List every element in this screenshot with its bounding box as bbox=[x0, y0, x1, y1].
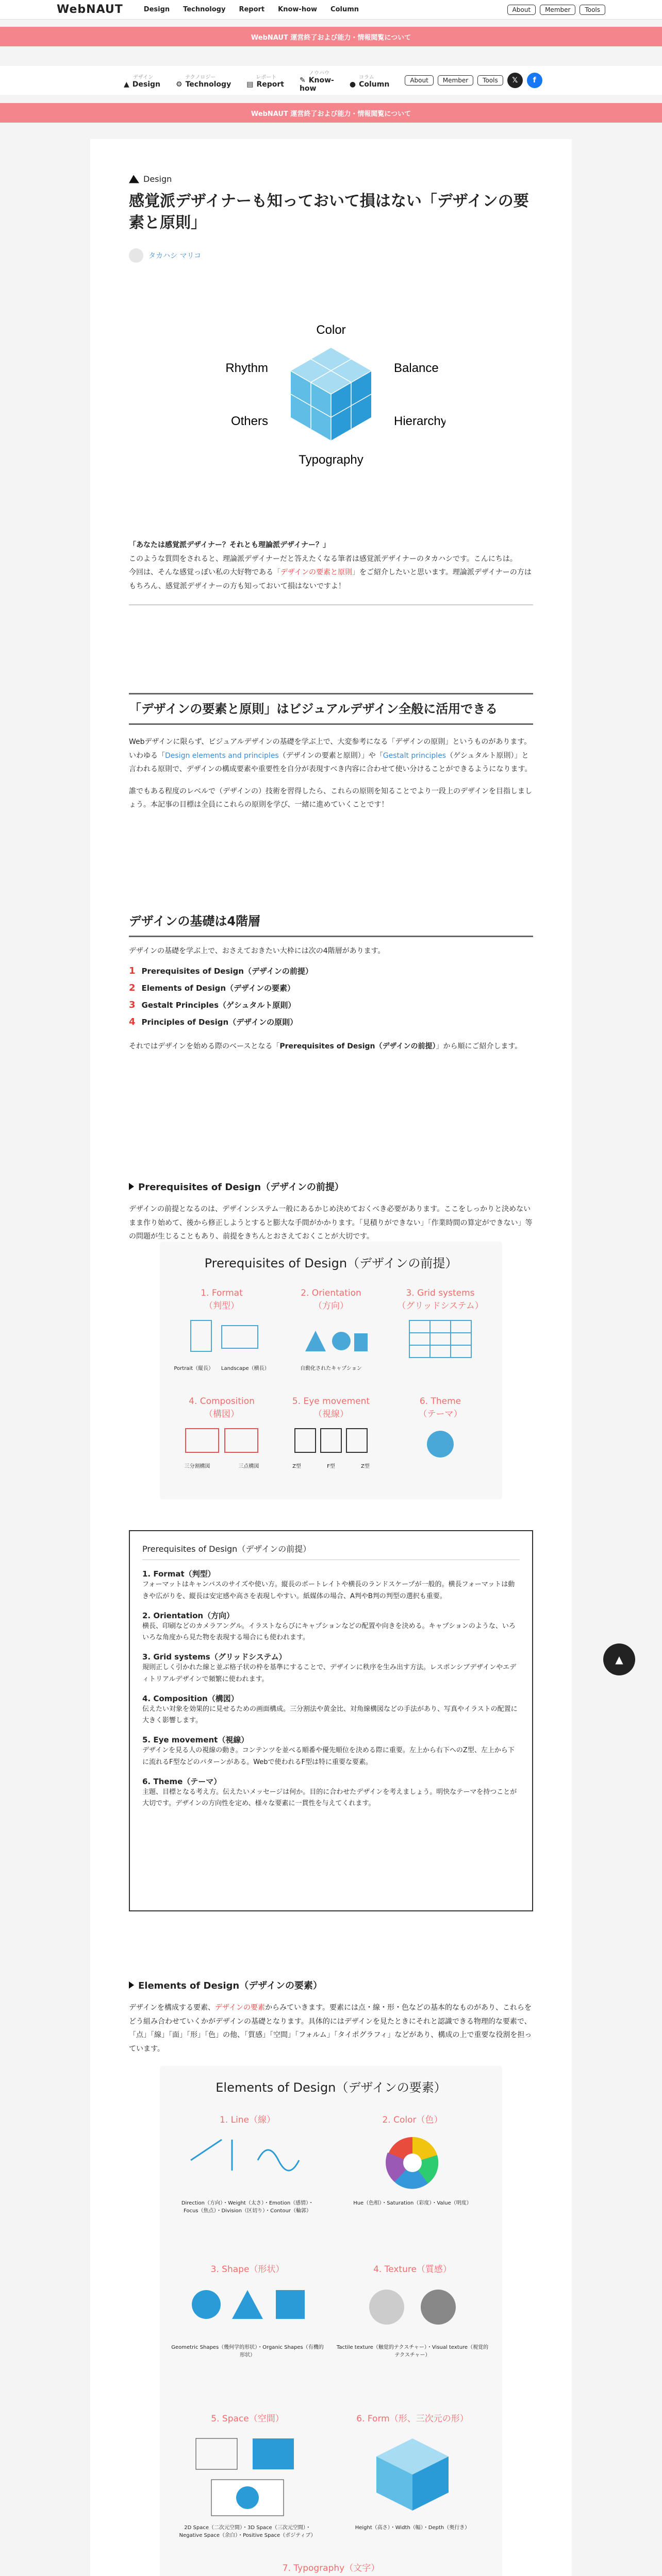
text-part: からみていきます。要素には点・線・形・色などの基本的なものがあり、これらをどう組み合わせていくかがデザインの基礎となります。具体的にはデザインを見たときにそれと認識できる物理的な要素で、「点」「線」「面」「形」「色」の他、「質感」「空間」「フォルム」「タイポグラフィ」などがあり、構成の上で重要な役割を担っています。 bbox=[129, 2004, 532, 2053]
cell-sub: Tactile texture（触覚的テクスチャー）・Visual texture（視覚的テクスチャー） bbox=[336, 2345, 489, 2358]
cell-sub: Direction（方向）・Weight（太さ）・Emotion（感情）・Focus（焦点）・Division（区切り）・Contour（輪郭） bbox=[181, 2200, 314, 2214]
intro-text-2 bbox=[129, 566, 533, 593]
section-heading: Elements of Design（デザインの要素） bbox=[129, 1978, 533, 1992]
color-wheel-icon bbox=[345, 2129, 479, 2196]
box-item-title: 2. Orientation（方向） bbox=[142, 1611, 235, 1620]
cell-note: 三分割構図 bbox=[184, 1464, 210, 1469]
list-text: Prerequisites of Design（デザインの前提） bbox=[141, 966, 313, 976]
figure-cell-shape bbox=[170, 2262, 325, 2358]
divider bbox=[129, 693, 533, 694]
cell-sub: Height（高さ）・Width（幅）・Depth（奥行き） bbox=[355, 2525, 470, 2531]
box-item-title: 1. Format（判型） bbox=[142, 1569, 216, 1579]
nav-label: Know-how bbox=[299, 76, 334, 93]
hero-hierarchy: Hierarchy bbox=[394, 414, 445, 428]
cell-note: Landscape（横長） bbox=[221, 1366, 270, 1371]
intro-question: 「あなたは感覚派デザイナー？それとも理論派デザイナー？」 bbox=[129, 541, 330, 549]
cell-note: F型 bbox=[327, 1464, 335, 1469]
cell-label: 6. Form（形、三次元の形） bbox=[356, 2414, 469, 2424]
grid-icon bbox=[399, 1315, 482, 1362]
box-item-text: 主題、目標となる考え方。伝えたいメッセージは何か。目的に合わせたデザインを考えましょう。明快なテーマを持つことが大切です。デザインの方向性を定め、様々な要素に一貫性を与えてくれます。 bbox=[142, 1788, 517, 1808]
nav-label: Report bbox=[256, 80, 284, 89]
document-icon: ▤ bbox=[246, 80, 254, 89]
cell-label: 7. Typography（文字） bbox=[282, 2563, 380, 2573]
text-bold: Prerequisites of Design（デザインの前提） bbox=[279, 1042, 436, 1050]
list-item bbox=[129, 1016, 533, 1027]
top-nav-knowhow[interactable]: Know-how bbox=[278, 6, 318, 13]
divider bbox=[129, 936, 533, 937]
divider bbox=[129, 723, 533, 725]
category[interactable] bbox=[129, 174, 172, 184]
hero-others: Others bbox=[230, 414, 268, 428]
column-icon: ● bbox=[349, 80, 356, 89]
composition-icon bbox=[180, 1423, 263, 1460]
intro bbox=[129, 538, 533, 611]
facebook-icon[interactable]: f bbox=[527, 73, 542, 88]
nav-sub: レポート bbox=[256, 74, 277, 80]
list-number: 3 bbox=[129, 999, 136, 1010]
text-part: それではデザインを始める際のベースとなる「 bbox=[129, 1042, 280, 1050]
figure-cell-typography bbox=[211, 2561, 451, 2576]
nav-sub: テクノロジー bbox=[185, 74, 216, 80]
about-button[interactable]: About bbox=[507, 5, 536, 15]
text-part: Webデザインに限らず、ビジュアルデザインの基礎を学ぶ上で、大変参考になる「デザインの原則」というものがあります。いわゆる「 bbox=[129, 738, 532, 760]
hero-color: Color bbox=[316, 323, 346, 337]
list-text: Gestalt Principles（ゲシュタルト原則） bbox=[141, 1000, 296, 1010]
tools-button[interactable]: Tools bbox=[580, 5, 605, 15]
prerequisites-box bbox=[129, 1530, 533, 1911]
eye-movement-icon bbox=[290, 1423, 372, 1460]
box-item bbox=[142, 1568, 520, 1603]
list-text: Principles of Design（デザインの原則） bbox=[141, 1017, 298, 1027]
notice-banner-2[interactable]: WebNAUT 運営終了および能力・情報閲覧について bbox=[0, 103, 662, 123]
section-4 bbox=[129, 1978, 533, 2056]
text-part: （デザインの要素と原則）」や「 bbox=[278, 751, 383, 760]
author[interactable] bbox=[129, 248, 201, 263]
box-item bbox=[142, 1734, 520, 1769]
cell-sub: 2D Space（二次元空間）・3D Space（三次元空間）・Negative Space（余白）・Positive Space（ポジティブ） bbox=[179, 2525, 316, 2538]
text-part: 」から順にご紹介します。 bbox=[436, 1042, 522, 1050]
text-part: デザインを構成する要素、 bbox=[129, 2004, 216, 2012]
tools-button[interactable]: Tools bbox=[477, 75, 503, 86]
figure-cell-color bbox=[335, 2112, 490, 2206]
cell-label: 5. Eye movement bbox=[292, 1396, 370, 1406]
figure-cell-orientation bbox=[279, 1288, 383, 1371]
section-text bbox=[129, 2001, 533, 2056]
cell-note: 自動化されたキャプション bbox=[300, 1366, 362, 1371]
section-text: 誰でもある程度のレベルで（デザインの）技術を習得したら、これらの原則を知ることでより一段上のデザインを目指しましょう。本記事の目標は全員にこれらの原則を学び、一緒に進めていくことです！ bbox=[129, 787, 533, 809]
figure-cell-theme bbox=[389, 1396, 492, 1467]
cell-note: Z型 bbox=[361, 1464, 370, 1469]
link-design-elements[interactable]: Design elements and principles bbox=[165, 751, 279, 760]
article-title: 感覚派デザイナーも知っておいて損はない「デザインの要素と原則」 bbox=[129, 192, 529, 232]
intro-text: このような質問をされると、理論派デザイナーだと答えたくなる筆者は感覚派デザイナーのタカハシです。こんにちは。 bbox=[129, 554, 517, 563]
form-icon bbox=[345, 2428, 479, 2521]
cell-sub: （視線） bbox=[313, 1409, 349, 1419]
member-button[interactable]: Member bbox=[438, 75, 473, 86]
top-nav bbox=[144, 6, 359, 13]
shape-icon bbox=[180, 2279, 315, 2341]
nav-label: Technology bbox=[185, 80, 231, 89]
list-item bbox=[129, 982, 533, 993]
nav-sub: ノウハウ bbox=[308, 70, 329, 76]
figure-title: Prerequisites of Design（デザインの前提） bbox=[204, 1256, 458, 1270]
box-item-title: 5. Eye movement（視線） bbox=[142, 1735, 249, 1744]
cell-label: 1. Line（線） bbox=[219, 2115, 276, 2125]
hero-rhythm: Rhythm bbox=[225, 361, 268, 375]
top-nav-report[interactable]: Report bbox=[239, 6, 265, 13]
box-heading: Prerequisites of Design（デザインの前提） bbox=[142, 1543, 520, 1560]
design-icon bbox=[129, 175, 139, 183]
nav-knowhow[interactable] bbox=[300, 69, 334, 93]
list-number: 4 bbox=[129, 1016, 136, 1027]
box-item bbox=[142, 1776, 520, 1810]
member-button[interactable]: Member bbox=[540, 5, 575, 15]
box-item-title: 3. Grid systems（グリッドシステム） bbox=[142, 1652, 287, 1662]
list-item bbox=[129, 965, 533, 976]
section-2 bbox=[129, 912, 533, 1053]
gear-icon: ⚙ bbox=[176, 80, 183, 89]
cell-sub: Hue（色相）・Saturation（彩度）・Value（明度） bbox=[353, 2200, 472, 2206]
list-item bbox=[129, 999, 533, 1010]
nav-design[interactable] bbox=[124, 73, 160, 89]
intro-highlight: 「デザインの要素と原則」 bbox=[273, 568, 360, 577]
cell-label: 2. Color（色） bbox=[382, 2115, 443, 2125]
section-heading: デザインの基礎は4階層 bbox=[129, 914, 261, 928]
cell-note: 三点構図 bbox=[238, 1464, 259, 1469]
space-icon bbox=[180, 2428, 315, 2521]
box-item-text: 伝えたい対象を効果的に見せるための画面構成。三分割法や黄金比、対角線構図などの手法があり、写真やイラストの配置に大きく影響します。 bbox=[142, 1705, 518, 1725]
main-nav bbox=[0, 66, 662, 95]
principle-list bbox=[129, 965, 533, 1027]
figure-title: Elements of Design（デザインの要素） bbox=[216, 2080, 446, 2095]
cell-note: Portrait（縦長） bbox=[174, 1366, 214, 1371]
cell-sub: （テーマ） bbox=[418, 1409, 462, 1419]
article-card bbox=[90, 139, 572, 2576]
section-text: デザインの前提となるのは、デザインシステム一般にあるかじめ決めておくべき必要があります。ここをしっかりと決めないまま作り始めて、後から修正しようとすると膨大な手間がかかります。「見積りができない」「作業時間の算定ができない」等の問題が生じることもあり、前提をきちんとおさえておくことが大切です。 bbox=[129, 1205, 533, 1241]
orientation-icon bbox=[290, 1315, 372, 1362]
section-1 bbox=[129, 688, 533, 812]
cell-sub: （方向） bbox=[313, 1301, 349, 1311]
author-name: タカハシ マリコ bbox=[148, 252, 202, 260]
cell-sub: Geometric Shapes（幾何学的形状）・Organic Shapes（有機的形状） bbox=[171, 2345, 324, 2358]
box-item bbox=[142, 1693, 520, 1727]
about-button[interactable]: About bbox=[405, 75, 433, 86]
cell-label: 2. Orientation bbox=[301, 1288, 361, 1298]
x-icon[interactable]: 𝕏 bbox=[507, 73, 523, 88]
section-text bbox=[129, 1040, 533, 1054]
figure-cell-space bbox=[170, 2411, 325, 2538]
figure-cell-composition bbox=[170, 1396, 273, 1469]
section-text: デザインの基礎を学ぶ上で、おさえておきたい大枠には次の4階層があります。 bbox=[129, 947, 385, 955]
cell-label: 1. Format bbox=[201, 1288, 243, 1298]
figure-cell-eye bbox=[279, 1396, 383, 1469]
list-number: 1 bbox=[129, 965, 136, 976]
top-bar bbox=[0, 0, 662, 20]
figure-cell-grid bbox=[389, 1288, 492, 1364]
box-item bbox=[142, 1651, 520, 1686]
figure-cell-format bbox=[170, 1288, 273, 1371]
nav-label: Design bbox=[132, 80, 161, 89]
hero-illustration bbox=[217, 309, 445, 495]
box-item-text: 規則正しく引かれた線と並ぶ格子状の枠を基準にすることで、デザインに秩序を生み出す方法。レスポンシブデザインやエディトリアルデザインで頻繁に使われます。 bbox=[142, 1664, 517, 1683]
nav-sub: コラム bbox=[358, 74, 374, 80]
cell-label: 4. Composition bbox=[189, 1396, 255, 1406]
box-item-text: 横長、印刷などのカメラアングル。イラストならびにキャプションなどの配置や向きを決める。キャプションのような、いろいろな角度から見た物を表現する場合にも使われます。 bbox=[142, 1622, 516, 1642]
nav-column[interactable] bbox=[350, 73, 389, 89]
hero-typography: Typography bbox=[299, 453, 363, 467]
link-gestalt[interactable]: Gestalt principles bbox=[383, 751, 446, 760]
texture-icon bbox=[345, 2279, 479, 2341]
box-item bbox=[142, 1610, 520, 1645]
nav-sub: デザイン bbox=[133, 74, 154, 80]
cell-sub: （判型） bbox=[204, 1301, 239, 1311]
notice-banner[interactable]: WebNAUT 運営終了および能力・情報閲覧について bbox=[0, 27, 662, 46]
nav-label: Column bbox=[359, 80, 390, 89]
cell-sub: （構図） bbox=[204, 1409, 239, 1419]
design-icon: ▲ bbox=[124, 80, 129, 89]
top-nav-technology[interactable]: Technology bbox=[183, 6, 226, 13]
figure-cell-form bbox=[335, 2411, 490, 2531]
scroll-top-button[interactable]: ▲ bbox=[603, 1643, 635, 1675]
text-part: （ゲシュタルト原則）」と言われる原則で、デザインの構成要素や重要性を自分が表現すべき内容に合わせて使い分けることができるようになります。 bbox=[129, 751, 532, 774]
box-item-title: 6. Theme（テーマ） bbox=[142, 1776, 222, 1786]
box-item-title: 4. Composition（構図） bbox=[142, 1693, 239, 1703]
nav-report[interactable] bbox=[246, 73, 284, 89]
cell-label: 3. Shape（形状） bbox=[210, 2264, 285, 2275]
theme-icon bbox=[399, 1423, 482, 1465]
format-icon bbox=[180, 1315, 263, 1362]
top-nav-column[interactable]: Column bbox=[330, 6, 359, 13]
site-logo[interactable]: WebNAUT bbox=[57, 3, 123, 16]
cell-label: 3. Grid systems bbox=[406, 1288, 475, 1298]
figure-cell-texture bbox=[335, 2262, 490, 2358]
list-text: Elements of Design（デザインの要素） bbox=[141, 983, 295, 993]
figure-cell-line bbox=[170, 2112, 325, 2214]
nav-technology[interactable] bbox=[176, 73, 231, 89]
section-heading: Prerequisites of Design（デザインの前提） bbox=[129, 1180, 533, 1193]
category-label: Design bbox=[143, 174, 172, 184]
intro-part: をご紹介したいと思います。理論派デザイナーの方はもちろん、感覚派デザイナーの方も知っておいて損はないですよ！ bbox=[129, 568, 532, 590]
text-highlight: デザインの要素 bbox=[215, 2004, 266, 2012]
line-icon bbox=[180, 2129, 315, 2196]
top-nav-design[interactable]: Design bbox=[143, 6, 170, 13]
prerequisites-figure bbox=[160, 1242, 502, 1499]
divider bbox=[129, 604, 533, 605]
cell-label: 5. Space（空間） bbox=[211, 2414, 284, 2424]
box-item-text: フォーマットはキャンバスのサイズや使い方。縦長のポートレイトや横長のランドスケープが一般的。横長フォーマットは動きや広がりを、縦長は安定感や高さを表現しやすい。紙媒体の場合、A判やB判の判型の選択も重要。 bbox=[142, 1581, 515, 1600]
section-heading: 「デザインの要素と原則」はビジュアルデザイン全般に活用できる bbox=[129, 702, 498, 716]
cell-note: Z型 bbox=[292, 1464, 301, 1469]
bulb-icon: ✎ bbox=[299, 76, 306, 84]
cell-label: 6. Theme bbox=[419, 1396, 461, 1406]
box-item-text: デザインを見る人の視線の動き。コンテンツを並べる順番や優先順位を決める際に重要。左上から右下へのZ型、左上から下に流れるF型などのパターンがある。Webで使われるF型は特に重要な要素。 bbox=[142, 1747, 515, 1766]
avatar bbox=[129, 248, 143, 263]
hero-balance: Balance bbox=[394, 361, 439, 375]
elements-figure bbox=[160, 2066, 502, 2576]
cell-sub: （グリッドシステム） bbox=[397, 1301, 484, 1311]
list-number: 2 bbox=[129, 982, 136, 993]
cell-label: 4. Texture（質感） bbox=[373, 2264, 452, 2275]
intro-part: 今回は、そんな感覚っぽい私の大好物である bbox=[129, 568, 273, 577]
cube-graphic bbox=[291, 348, 371, 440]
section-3 bbox=[129, 1180, 533, 1244]
section-text bbox=[129, 735, 533, 776]
